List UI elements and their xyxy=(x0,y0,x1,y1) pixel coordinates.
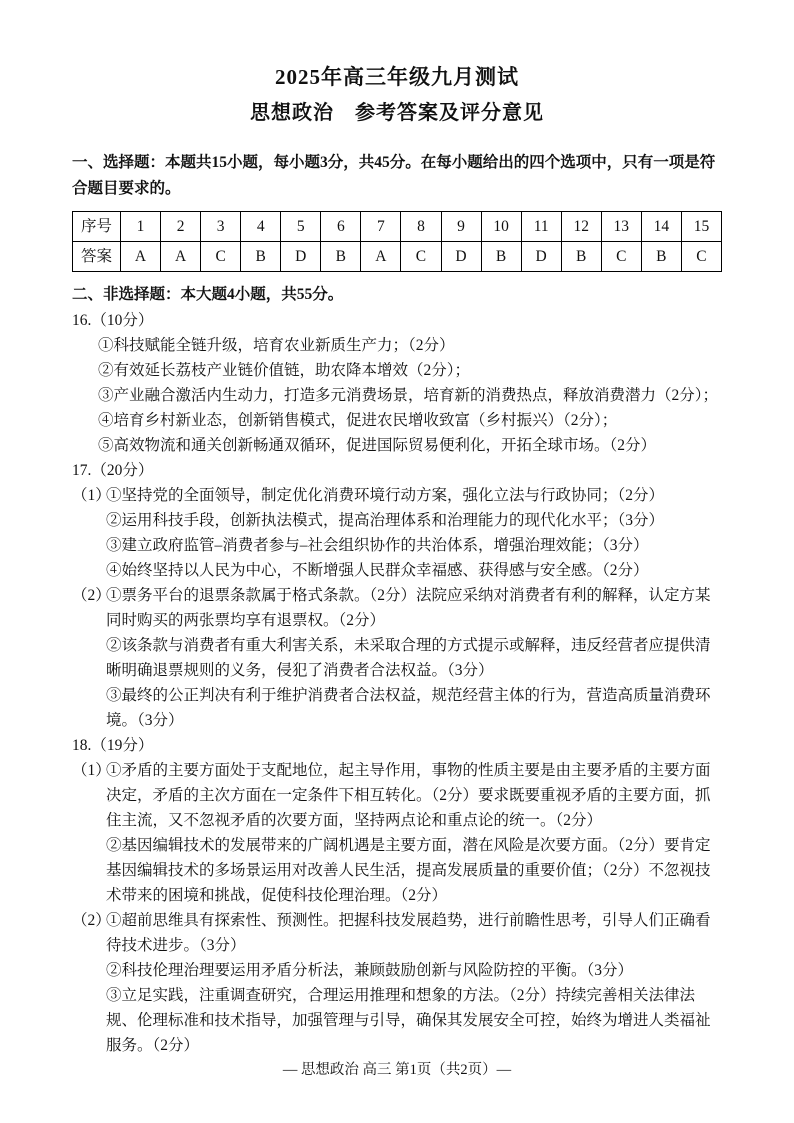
answer-point-text: ①超前思维具有探索性、预测性。把握科技发展趋势，进行前瞻性思考，引导人们正确看待技术进步。（3分） xyxy=(106,912,711,954)
part-marker: （1） xyxy=(72,762,111,779)
answer-cell: A xyxy=(361,242,401,272)
q18-part1 xyxy=(72,758,722,908)
answer-point-text: ①矛盾的主要方面处于支配地位，起主导作用，事物的性质主要是由主要矛盾的主要方面决定，矛盾的主次方面在一定条件下相互转化。（2分）要求既要重视矛盾的主要方面，抓住主流，又不忽视矛盾的次要方面，坚持两点论和重点论的统一。（2分） xyxy=(106,762,711,829)
answer-cell: A xyxy=(161,242,201,272)
question-number-cell: 1 xyxy=(121,212,161,242)
question-number-cell: 4 xyxy=(241,212,281,242)
doc-subtitle: 思想政治 参考答案及评分意见 xyxy=(250,102,544,124)
part-marker: （2） xyxy=(72,587,111,604)
question-number-cell: 6 xyxy=(321,212,361,242)
question-number-cell: 5 xyxy=(281,212,321,242)
question-number-cell: 11 xyxy=(521,212,561,242)
question-number-cell: 2 xyxy=(161,212,201,242)
row-header-answer: 答案 xyxy=(73,242,121,272)
question-number-cell: 9 xyxy=(441,212,481,242)
answer-cell: B xyxy=(641,242,681,272)
q17-part2 xyxy=(72,583,722,733)
answer-point: ③立足实践，注重调查研究，合理运用推理和想象的方法。（2分）持续完善相关法律法规、伦理标准和技术指导，加强管理与引导，确保其发展安全可控，始终为增进人类福祉服务。（2分） xyxy=(106,987,711,1054)
question-number-cell: 3 xyxy=(201,212,241,242)
answer-point: ③产业融合激活内生动力，打造多元消费场景，培育新的消费热点，释放消费潜力（2分）； xyxy=(98,387,719,404)
q16-label: 16.（10分） xyxy=(72,312,154,329)
answer-cell: D xyxy=(521,242,561,272)
question-number-cell: 7 xyxy=(361,212,401,242)
answer-cell: B xyxy=(241,242,281,272)
question-number-cell: 15 xyxy=(681,212,721,242)
answer-point: ④培育乡村新业态，创新销售模式，促进农民增收致富（乡村振兴）（2分）； xyxy=(98,412,618,429)
answer-point xyxy=(72,483,722,508)
answer-cell: D xyxy=(281,242,321,272)
answer-cell: C xyxy=(201,242,241,272)
answer-point: ⑤高效物流和通关创新畅通双循环，促进国际贸易便利化，开拓全球市场。（2分） xyxy=(98,437,657,454)
doc-title: 2025年高三年级九月测试 xyxy=(275,65,519,89)
answer-cell: C xyxy=(401,242,441,272)
answer-cell: D xyxy=(441,242,481,272)
part-marker: （2） xyxy=(72,912,111,929)
q17-part1 xyxy=(72,483,722,583)
q17-label: 17.（20分） xyxy=(72,462,154,479)
free-response-heading: 二、非选择题：本大题4小题，共55分。 xyxy=(72,286,344,303)
answer-cell: B xyxy=(481,242,521,272)
choice-section-heading: 一、选择题：本题共15小题，每小题3分，共45分。在每小题给出的四个选项中，只有一项是符合题目要求的。 xyxy=(72,154,716,197)
answer-point xyxy=(72,758,722,833)
answer-table-answer-row xyxy=(73,242,722,272)
answer-point xyxy=(72,583,722,633)
answer-table xyxy=(72,211,722,272)
question-number-cell: 10 xyxy=(481,212,521,242)
part-marker: （1） xyxy=(72,487,111,504)
q18-label: 18.（19分） xyxy=(72,737,154,754)
answer-point: ②有效延长荔枝产业链价值链，助农降本增效（2分）； xyxy=(98,362,471,379)
answer-point: ②科技伦理治理要运用矛盾分析法，兼顾鼓励创新与风险防控的平衡。（3分） xyxy=(106,962,634,979)
answer-cell: C xyxy=(601,242,641,272)
answer-point: ②运用科技手段，创新执法模式，提高治理体系和治理能力的现代化水平；（3分） xyxy=(106,512,665,529)
answer-cell: C xyxy=(681,242,721,272)
answer-point: ②基因编辑技术的发展带来的广阔机遇是主要方面，潜在风险是次要方面。（2分）要肯定基因编辑技术的多场景运用对改善人民生活，提高发展质量的重要价值；（2分）不忽视技术带来的困境和挑战，促使科技伦理治理。（2分） xyxy=(106,837,711,904)
q18-part2 xyxy=(72,908,722,1058)
q16-answer-block xyxy=(72,333,722,458)
question-number-cell: 13 xyxy=(601,212,641,242)
row-header-number: 序号 xyxy=(73,212,121,242)
question-number-cell: 14 xyxy=(641,212,681,242)
page-footer: — 思想政治 高三 第1页（共2页）— xyxy=(282,1062,512,1078)
answer-cell: A xyxy=(121,242,161,272)
answer-cell: B xyxy=(561,242,601,272)
answer-point: ③最终的公正判决有利于维护消费者合法权益，规范经营主体的行为，营造高质量消费环境。（3分） xyxy=(106,687,711,729)
answer-point-text: ①票务平台的退票条款属于格式条款。（2分）法院应采纳对消费者有利的解释，认定方某同时购买的两张票均享有退票权。（2分） xyxy=(106,587,711,629)
answer-point xyxy=(72,908,722,958)
answer-point-text: ①坚持党的全面领导，制定优化消费环境行动方案，强化立法与行政协同；（2分） xyxy=(106,487,665,504)
answer-table-number-row xyxy=(73,212,722,242)
answer-point: ④始终坚持以人民为中心，不断增强人民群众幸福感、获得感与安全感。（2分） xyxy=(106,562,649,579)
question-number-cell: 8 xyxy=(401,212,441,242)
answer-point: ②该条款与消费者有重大利害关系，未采取合理的方式提示或解释，违反经营者应提供清晰明确退票规则的义务，侵犯了消费者合法权益。（3分） xyxy=(106,637,711,679)
question-number-cell: 12 xyxy=(561,212,601,242)
answer-point: ③建立政府监管–消费者参与–社会组织协作的共治体系，增强治理效能；（3分） xyxy=(106,537,649,554)
answer-point: ①科技赋能全链升级，培育农业新质生产力；（2分） xyxy=(98,337,455,354)
answer-cell: B xyxy=(321,242,361,272)
